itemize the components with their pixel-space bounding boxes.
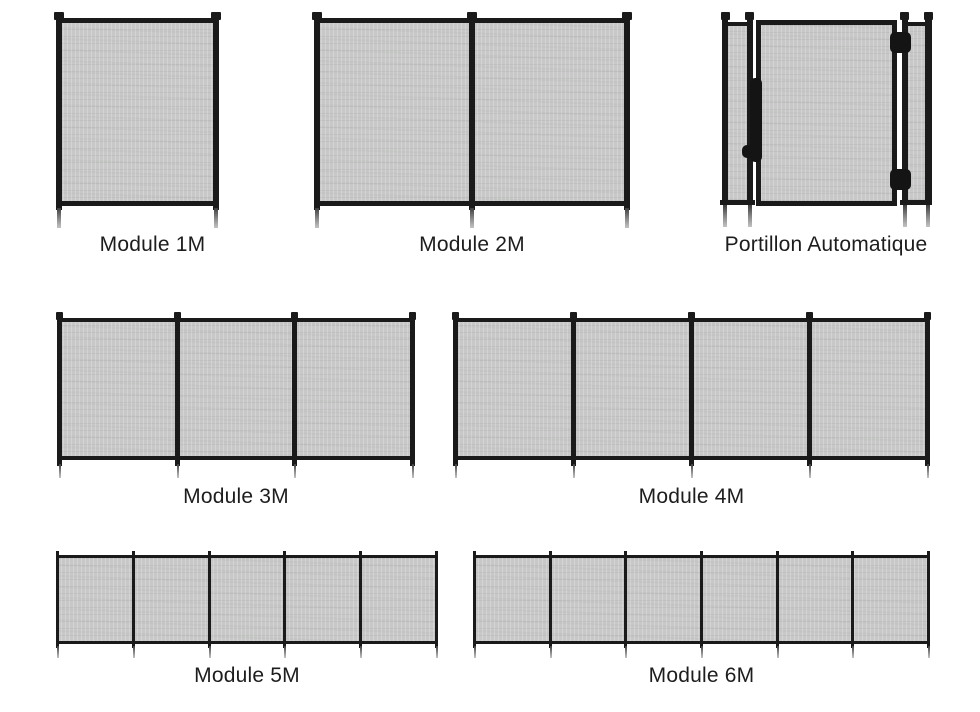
module-3m bbox=[57, 312, 415, 512]
fence-post bbox=[851, 551, 854, 648]
gate-hinge-top bbox=[890, 32, 911, 53]
fence-post bbox=[435, 551, 438, 648]
ground-stake bbox=[723, 205, 727, 227]
module-5m-label: Module 5M bbox=[194, 664, 300, 687]
module-2m-figure bbox=[314, 12, 630, 228]
module-4m bbox=[453, 312, 930, 512]
ground-stake bbox=[748, 205, 752, 227]
module-1m bbox=[56, 12, 219, 272]
post-cap bbox=[174, 312, 181, 320]
post-cap bbox=[56, 312, 63, 320]
fence-post bbox=[410, 316, 415, 466]
ground-stake bbox=[474, 646, 476, 658]
ground-stake bbox=[852, 646, 854, 658]
post-cap bbox=[721, 12, 730, 20]
post-cap bbox=[570, 312, 577, 320]
fence-post bbox=[807, 316, 812, 466]
fence-post bbox=[314, 16, 320, 210]
ground-stake bbox=[550, 646, 552, 658]
fence-bottom-rail bbox=[57, 456, 415, 460]
fence-mesh bbox=[59, 319, 412, 459]
fence-post bbox=[292, 316, 297, 466]
module-3m-label: Module 3M bbox=[183, 485, 289, 508]
fence-post bbox=[208, 551, 211, 648]
ground-stake bbox=[691, 464, 693, 478]
ground-stake bbox=[809, 464, 811, 478]
fence-post bbox=[473, 551, 476, 648]
fence-post bbox=[549, 551, 552, 648]
fence-top-rail bbox=[57, 318, 415, 322]
fence-post bbox=[700, 551, 703, 648]
fence-mesh bbox=[57, 556, 436, 643]
module-1m-figure bbox=[56, 12, 219, 228]
post-cap bbox=[54, 12, 64, 20]
ground-stake bbox=[59, 464, 61, 478]
post-cap bbox=[688, 312, 695, 320]
fence-post bbox=[469, 16, 475, 210]
ground-stake bbox=[928, 646, 930, 658]
ground-stake bbox=[284, 646, 286, 658]
gate-hinge-bottom bbox=[890, 169, 911, 190]
fence-post bbox=[689, 316, 694, 466]
post-cap bbox=[312, 12, 322, 20]
post-cap bbox=[211, 12, 221, 20]
fence-top-rail bbox=[56, 18, 219, 23]
module-2m bbox=[314, 12, 630, 272]
module-4m-figure bbox=[453, 312, 930, 478]
post-cap bbox=[806, 312, 813, 320]
ground-stake bbox=[701, 646, 703, 658]
post-cap bbox=[745, 12, 754, 20]
ground-stake bbox=[214, 208, 218, 228]
post-cap bbox=[409, 312, 416, 320]
fence-post bbox=[571, 316, 576, 466]
fence-post bbox=[132, 551, 135, 648]
ground-stake bbox=[903, 205, 907, 227]
fence-post bbox=[213, 16, 219, 210]
ground-stake bbox=[926, 205, 930, 227]
fence-post bbox=[722, 16, 728, 205]
fence-post bbox=[359, 551, 362, 648]
gate-door bbox=[756, 20, 897, 206]
post-cap bbox=[924, 312, 931, 320]
fence-post bbox=[56, 551, 59, 648]
post-cap bbox=[900, 12, 909, 20]
fence-post bbox=[925, 14, 932, 205]
portillon-automatique-label: Portillon Automatique bbox=[724, 233, 928, 256]
ground-stake bbox=[294, 464, 296, 478]
ground-stake bbox=[927, 464, 929, 478]
ground-stake bbox=[177, 464, 179, 478]
post-cap bbox=[467, 12, 477, 20]
ground-stake bbox=[625, 646, 627, 658]
post-cap bbox=[924, 12, 933, 20]
fence-post bbox=[283, 551, 286, 648]
module-6m bbox=[473, 551, 930, 701]
fence-post bbox=[57, 316, 62, 466]
ground-stake bbox=[209, 646, 211, 658]
ground-stake bbox=[412, 464, 414, 478]
module-4m-label: Module 4M bbox=[638, 485, 745, 508]
gate-latch-handle bbox=[742, 145, 755, 158]
fence-top-rail bbox=[56, 555, 438, 558]
module-6m-figure bbox=[473, 551, 930, 658]
ground-stake bbox=[57, 208, 61, 228]
fence-post bbox=[175, 316, 180, 466]
fence-bottom-rail bbox=[56, 641, 438, 644]
ground-stake bbox=[315, 208, 319, 228]
fence-post bbox=[624, 551, 627, 648]
ground-stake bbox=[573, 464, 575, 478]
fence-post bbox=[624, 16, 630, 210]
fence-post bbox=[925, 316, 930, 466]
module-2m-label: Module 2M bbox=[419, 233, 525, 256]
ground-stake bbox=[625, 208, 629, 228]
ground-stake bbox=[360, 646, 362, 658]
ground-stake bbox=[777, 646, 779, 658]
module-1m-label: Module 1M bbox=[99, 233, 206, 256]
fence-post bbox=[453, 316, 458, 466]
post-cap bbox=[622, 12, 632, 20]
portillon-automatique bbox=[720, 12, 932, 272]
module-6m-label: Module 6M bbox=[648, 664, 755, 687]
fence-mesh bbox=[59, 19, 216, 205]
fence-post bbox=[56, 16, 62, 210]
post-cap bbox=[452, 312, 459, 320]
fence-bottom-rail bbox=[56, 201, 219, 206]
module-5m-figure bbox=[56, 551, 438, 658]
module-5m bbox=[56, 551, 438, 701]
ground-stake bbox=[133, 646, 135, 658]
module-3m-figure bbox=[57, 312, 415, 478]
ground-stake bbox=[436, 646, 438, 658]
portillon-automatique-figure bbox=[720, 12, 932, 228]
ground-stake bbox=[57, 646, 59, 658]
ground-stake bbox=[470, 208, 474, 228]
fence-post bbox=[927, 551, 930, 648]
ground-stake bbox=[455, 464, 457, 478]
post-cap bbox=[291, 312, 298, 320]
fence-post bbox=[776, 551, 779, 648]
